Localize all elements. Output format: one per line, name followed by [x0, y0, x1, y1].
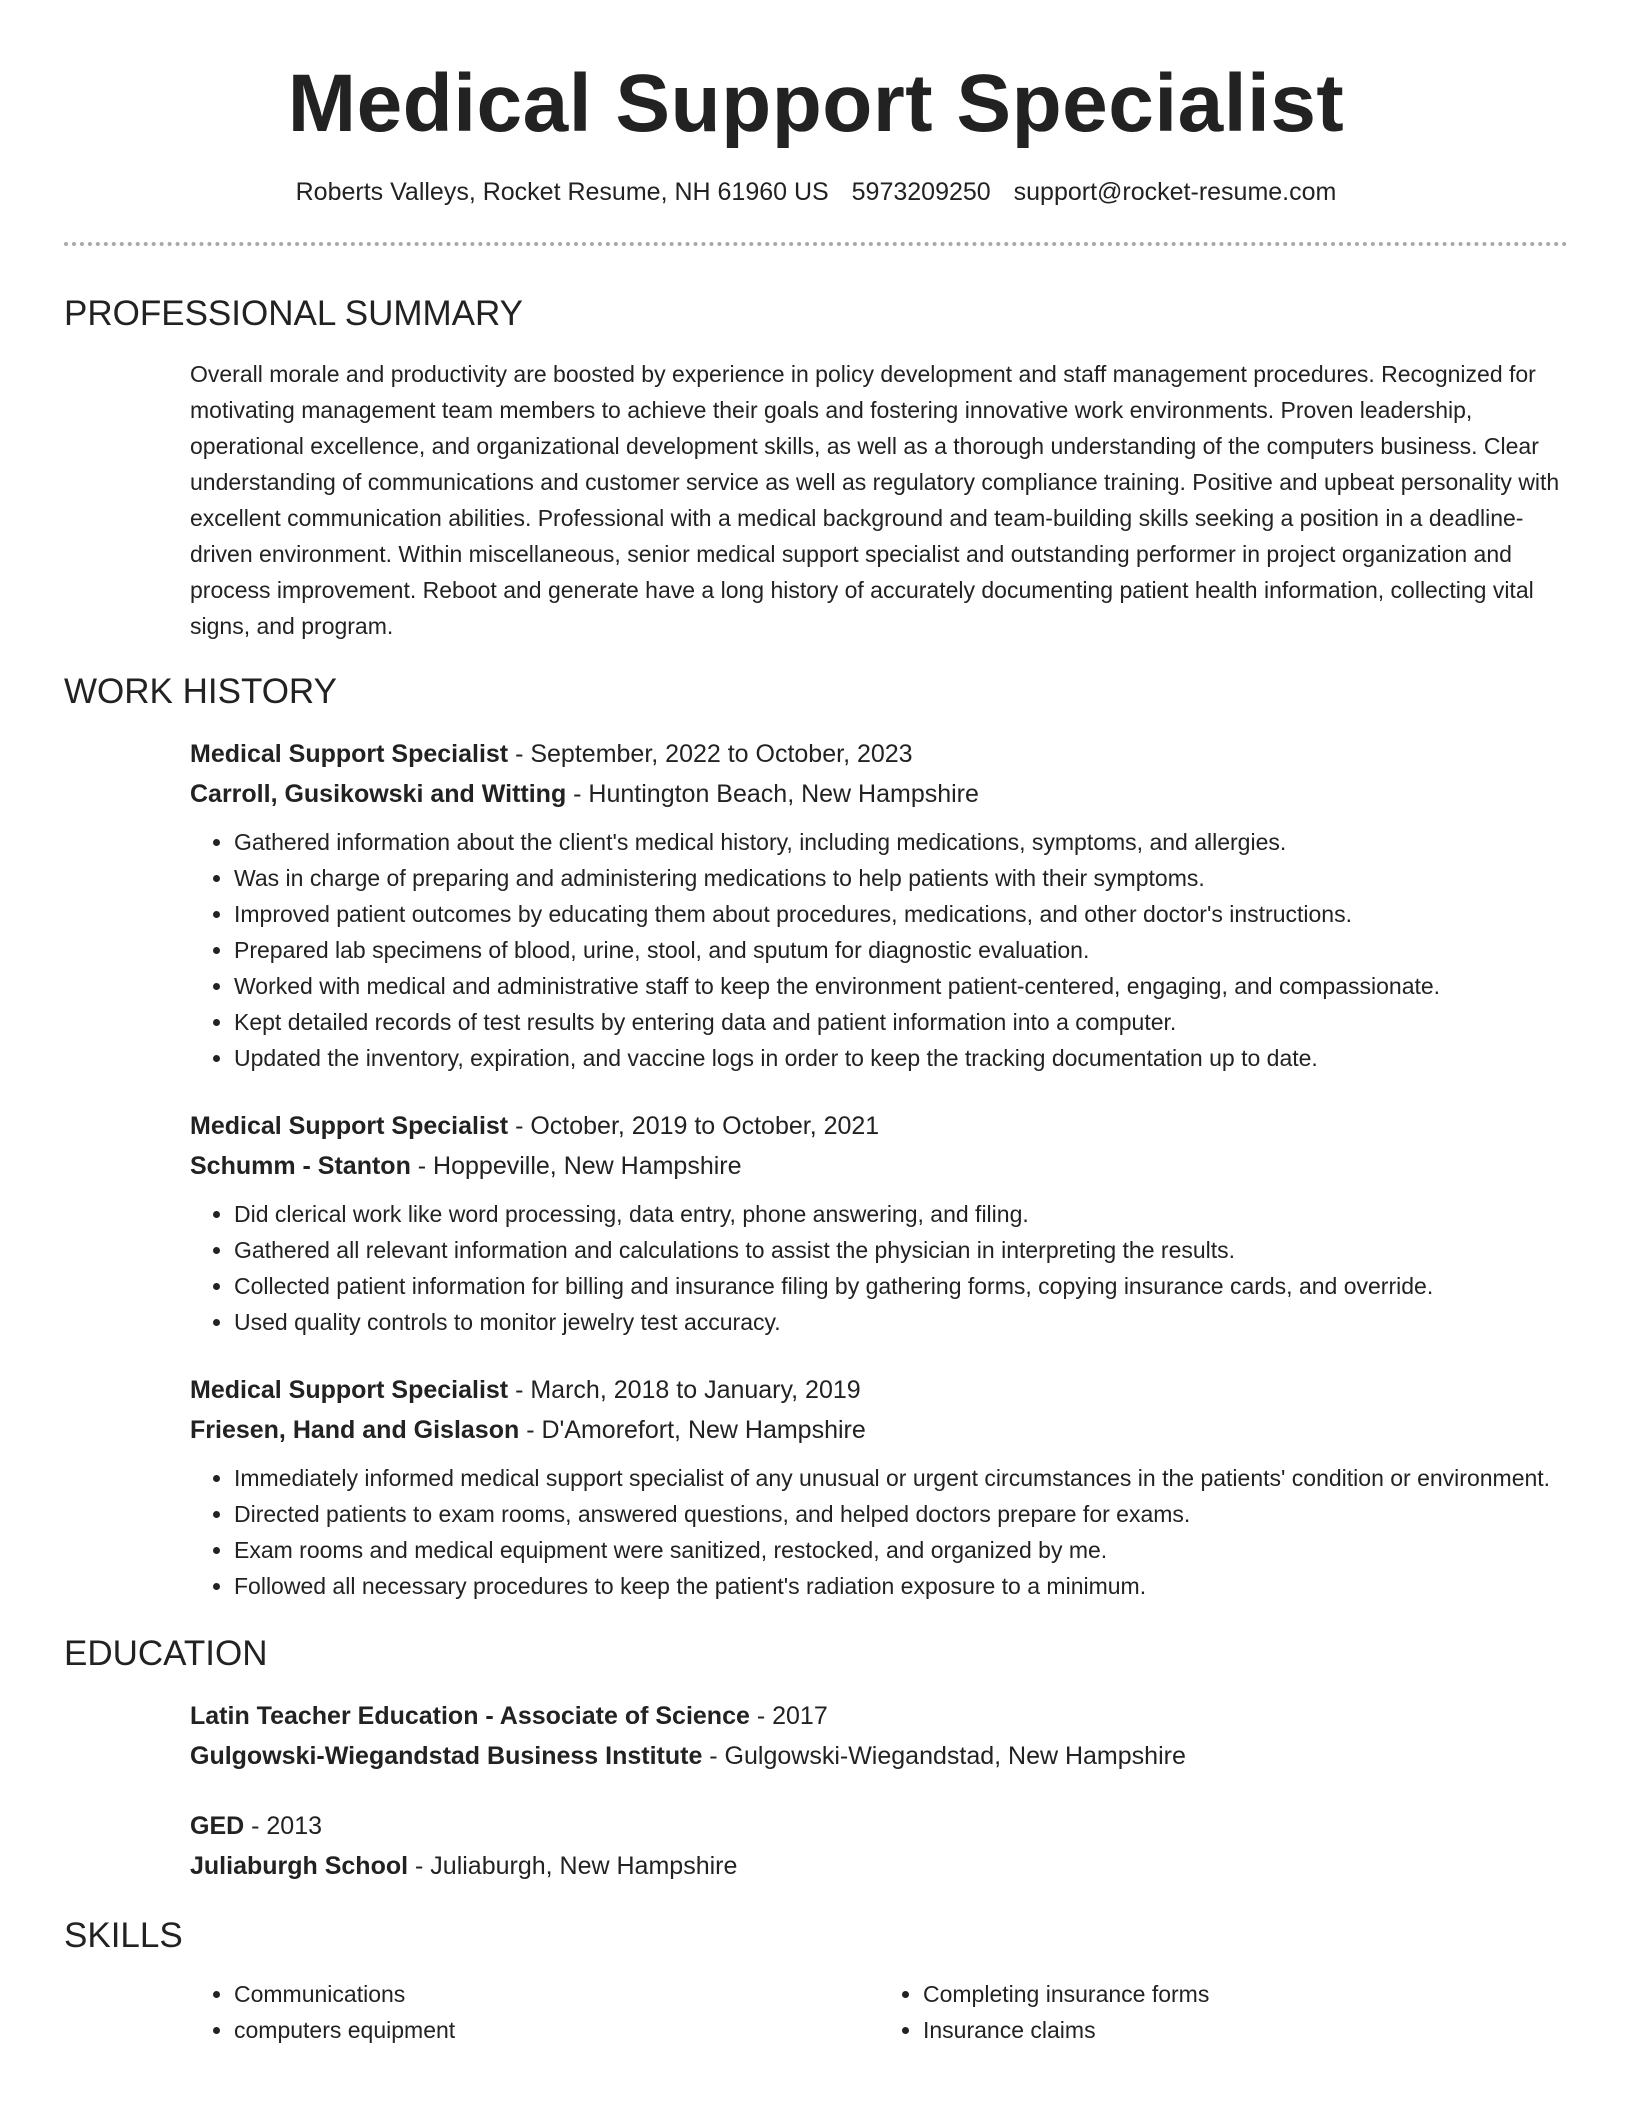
job-bullets — [190, 1196, 1568, 1340]
list-item: • Gathered all relevant information and calculations to assist the physician in interpreting the results. — [234, 1232, 1568, 1268]
list-item: • Worked with medical and administrative staff to keep the environment patient-centered, engaging, and compassionate. — [234, 968, 1568, 1004]
list-item: • Directed patients to exam rooms, answered questions, and helped doctors prepare for exams. — [234, 1496, 1568, 1532]
list-item: • Collected patient information for billing and insurance filing by gathering forms, copying insurance cards, and override. — [234, 1268, 1568, 1304]
work-history-heading: WORK HISTORY — [64, 672, 337, 711]
school-line — [190, 1736, 1568, 1776]
list-item: • Did clerical work like word processing, data entry, phone answering, and filing. — [234, 1196, 1568, 1232]
list-item: • Updated the inventory, expiration, and vaccine logs in order to keep the tracking documentation up to date. — [234, 1040, 1568, 1076]
degree: GED — [190, 1812, 245, 1840]
skills-heading: SKILLS — [64, 1916, 183, 1955]
skills-list — [64, 1976, 1568, 2048]
job-title: Medical Support Specialist — [190, 1112, 509, 1140]
job-entry — [190, 734, 1568, 1076]
job-location: - Huntington Beach, New Hampshire — [566, 780, 979, 808]
summary-heading: PROFESSIONAL SUMMARY — [64, 294, 523, 333]
job-location: - Hoppeville, New Hampshire — [410, 1152, 742, 1180]
school: Gulgowski-Wiegandstad Business Institute — [190, 1742, 703, 1770]
page-title: Medical Support Specialist — [287, 58, 1345, 149]
job-title-line — [190, 734, 1568, 774]
school-location: - Juliaburgh, New Hampshire — [408, 1852, 738, 1880]
education-list — [64, 1696, 1568, 1886]
degree-line — [190, 1696, 1568, 1736]
summary-text: Overall morale and productivity are boosted by experience in policy development and staff management procedures. Recognized for motivating management team members to achieve their goals and fostering innovative work environments. Proven leadership, operational excellence, and organizational development skills, as well as a thorough understanding of the computers business. Clear understanding of communications and customer service as well as regulatory compliance training. Positive and upbeat personality with excellent communication abilities. Professional with a medical background and team-building skills seeking a position in a deadline-driven environment. Within miscellaneous, senior medical support specialist and outstanding performer in project organization and process improvement. Reboot and generate have a long history of accurately documenting patient health information, collecting vital signs, and program. — [190, 361, 1560, 639]
job-company: Carroll, Gusikowski and Witting — [190, 780, 567, 808]
school-line — [190, 1846, 1568, 1886]
job-entry — [190, 1370, 1568, 1604]
job-dates: - October, 2019 to October, 2021 — [508, 1112, 880, 1140]
skill-item: • Communications — [234, 1976, 879, 2012]
job-company-line — [190, 1410, 1568, 1450]
job-title: Medical Support Specialist — [190, 1376, 509, 1404]
job-title-line — [190, 1106, 1568, 1146]
job-location: - D'Amorefort, New Hampshire — [519, 1416, 866, 1444]
list-item: • Immediately informed medical support specialist of any unusual or urgent circumstances in the patients' condition or environment. — [234, 1460, 1568, 1496]
list-item: • Improved patient outcomes by educating them about procedures, medications, and other doctor's instructions. — [234, 896, 1568, 932]
job-bullets — [190, 824, 1568, 1076]
skill-item: • Insurance claims — [923, 2012, 1568, 2048]
contact-line — [64, 176, 1568, 208]
skills-column-left — [190, 1976, 879, 2048]
job-company-line — [190, 1146, 1568, 1186]
job-bullets — [190, 1460, 1568, 1604]
degree-year: - 2013 — [244, 1812, 323, 1840]
skills-column-right — [879, 1976, 1568, 2048]
degree-line — [190, 1806, 1568, 1846]
job-dates: - March, 2018 to January, 2019 — [508, 1376, 861, 1404]
school: Juliaburgh School — [190, 1852, 409, 1880]
list-item: • Gathered information about the client's medical history, including medications, symptoms, and allergies. — [234, 824, 1568, 860]
education-entry — [190, 1806, 1568, 1886]
list-item: • Prepared lab specimens of blood, urine, stool, and sputum for diagnostic evaluation. — [234, 932, 1568, 968]
header-divider — [64, 242, 1568, 246]
school-location: - Gulgowski-Wiegandstad, New Hampshire — [702, 1742, 1186, 1770]
job-company: Schumm - Stanton — [190, 1152, 411, 1180]
job-dates: - September, 2022 to October, 2023 — [508, 740, 913, 768]
list-item: • Kept detailed records of test results by entering data and patient information into a computer. — [234, 1004, 1568, 1040]
job-entry — [190, 1106, 1568, 1340]
contact-address: Roberts Valleys, Rocket Resume, NH 61960 US — [295, 178, 829, 206]
work-history-list — [64, 734, 1568, 1604]
degree: Latin Teacher Education - Associate of Science — [190, 1702, 750, 1730]
skill-item: • computers equipment — [234, 2012, 879, 2048]
job-title-line — [190, 1370, 1568, 1410]
contact-email: support@rocket-resume.com — [1013, 178, 1337, 206]
job-company: Friesen, Hand and Gislason — [190, 1416, 520, 1444]
contact-phone: 5973209250 — [851, 178, 991, 206]
job-title: Medical Support Specialist — [190, 740, 509, 768]
list-item: • Was in charge of preparing and administering medications to help patients with their symptoms. — [234, 860, 1568, 896]
list-item: • Exam rooms and medical equipment were sanitized, restocked, and organized by me. — [234, 1532, 1568, 1568]
education-heading: EDUCATION — [64, 1634, 268, 1673]
list-item: • Followed all necessary procedures to keep the patient's radiation exposure to a minimum. — [234, 1568, 1568, 1604]
skill-item: • Completing insurance forms — [923, 1976, 1568, 2012]
education-entry — [190, 1696, 1568, 1776]
list-item: • Used quality controls to monitor jewelry test accuracy. — [234, 1304, 1568, 1340]
degree-year: - 2017 — [749, 1702, 828, 1730]
job-company-line — [190, 774, 1568, 814]
